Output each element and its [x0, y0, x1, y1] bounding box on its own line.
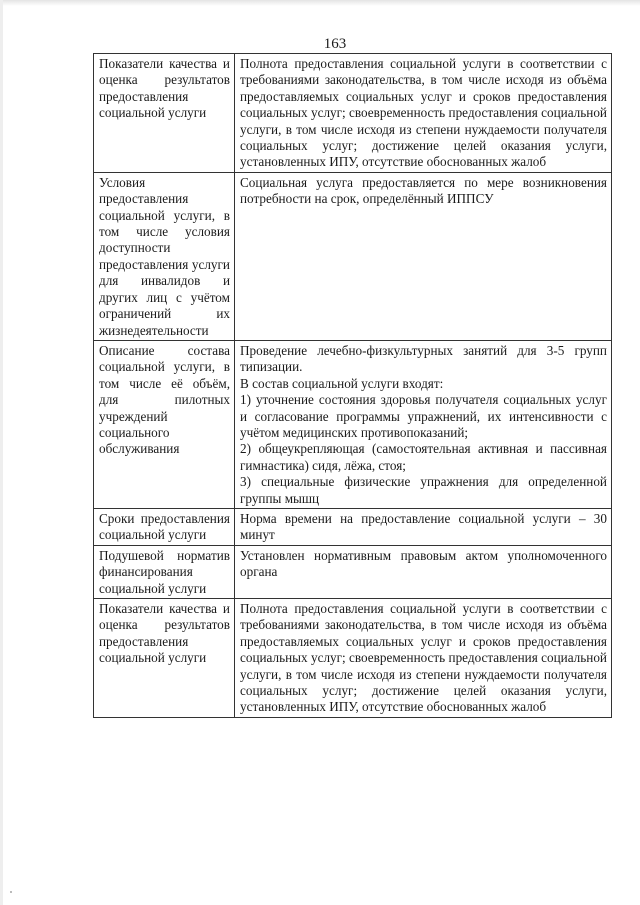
row-value: [235, 508, 612, 545]
table-row: [94, 545, 612, 598]
row-label: Описание состава социальной услуги, в том числе её объём, для пилотных учреждений социального обслуживания: [94, 340, 235, 508]
row-paragraph: 2) общеукрепляющая (самостоятельная активная и пассивная гимнастика) сидя, лёжа, стоя;: [240, 441, 607, 473]
page-number: 163: [323, 36, 347, 52]
table-row: [94, 172, 612, 340]
scan-edge-left: [0, 0, 3, 905]
row-paragraph: Норма времени на предоставление социальной услуги – 30 минут: [240, 510, 607, 543]
row-label: Сроки предоставления социальной услуги: [94, 508, 235, 545]
row-label: Показатели качества и оценка результатов предоставления социальной услуги: [94, 599, 235, 718]
row-paragraph: Полнота предоставления социальной услуги в соответствии с требованиями законодательства, в том числе исходя из объёма предоставляемых социальных услуг и сроков предоставления социальных услуг; своевременность предоставления социальной услуги, в том числе исходя из степени нуждаемости получателя социальных услуг; достижение целей оказания услуги, установленных ИПУ, отсутствие обоснованных жалоб: [240, 601, 607, 715]
row-paragraph: Проведение лечебно-физкультурных занятий для 3-5 групп типизации.: [240, 342, 607, 375]
row-value: [235, 172, 612, 340]
row-label: Подушевой норматив финансирования социальной услуги: [94, 545, 235, 598]
table-row: [94, 599, 612, 718]
table-row: [94, 54, 612, 173]
row-paragraph: 3) специальные физические упражнения для определенной группы мышц: [240, 474, 607, 506]
row-paragraph: Установлен нормативным правовым актом уполномоченного органа: [240, 547, 607, 580]
row-value: [235, 54, 612, 173]
row-value: [235, 599, 612, 718]
table-row: [94, 340, 612, 508]
row-paragraph: В состав социальной услуги входят:: [240, 375, 444, 391]
row-label: Показатели качества и оценка результатов предоставления социальной услуги: [94, 54, 235, 173]
row-label: Условия предоставления социальной услуги, в том числе условия доступности предоставления услуги для инвалидов и других лиц с учётом ограничений их жизнедеятельности: [94, 172, 235, 340]
scan-edge-top: [0, 0, 640, 6]
social-service-table: [93, 53, 612, 718]
row-paragraph: Социальная услуга предоставляется по мере возникновения потребности на срок, определённый ИППСУ: [240, 174, 607, 207]
scan-artifact: [10, 891, 12, 893]
row-value: [235, 340, 612, 508]
table-row: [94, 508, 612, 545]
row-paragraph: 1) уточнение состояния здоровья получателя социальных услуг и согласование программы упражнений, их интенсивности с учётом медицинских противопоказаний;: [240, 392, 607, 440]
row-value: [235, 545, 612, 598]
row-paragraph: Полнота предоставления социальной услуги в соответствии с требованиями законодательства, в том числе исходя из объёма предоставляемых социальных услуг и сроков предоставления социальных услуг; своевременность предоставления социальной услуги, в том числе исходя из степени нуждаемости получателя социальных услуг; достижение целей оказания услуги, установленных ИПУ, отсутствие обоснованных жалоб: [240, 56, 607, 170]
